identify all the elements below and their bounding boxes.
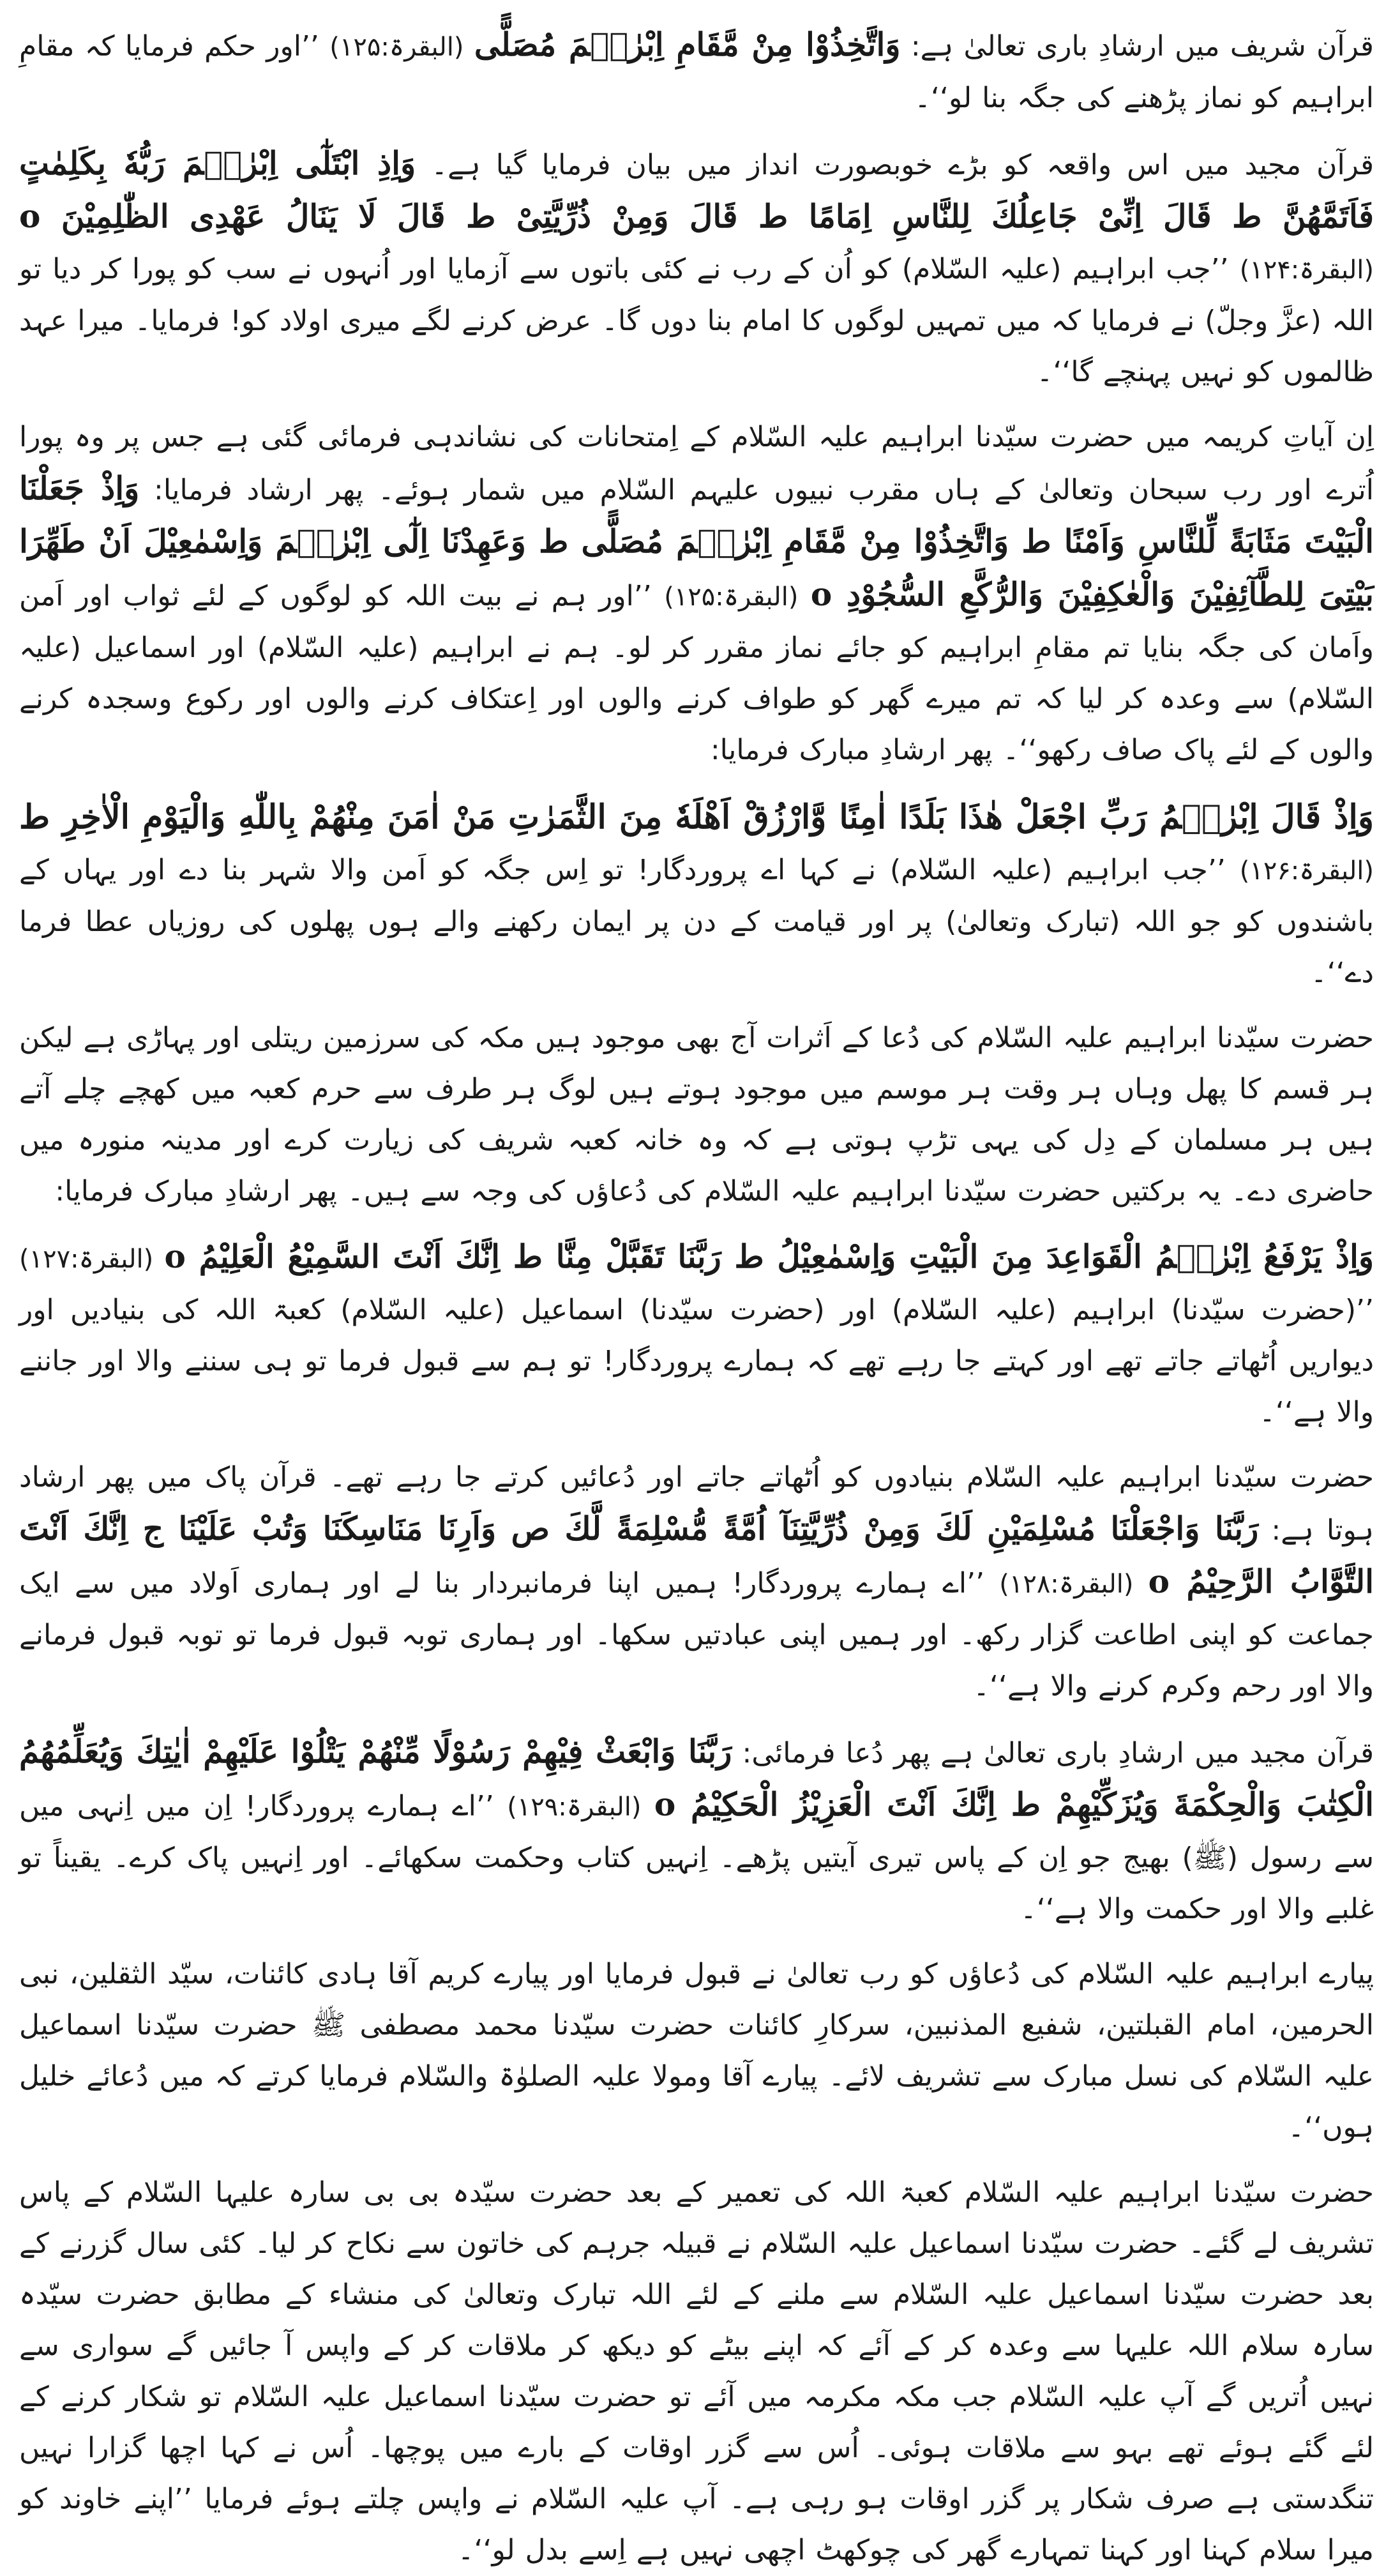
- paragraph-text: حضرت سیّدنا ابراہیم علیہ السّلام کی دُعا کے اَثرات آج بھی موجود ہیں مکہ کی سرزمین ریتلی اور پہاڑی ہے لیکن ہر قسم کا پھل وہاں ہر وقت ہر موسم میں موجود ہوتے ہیں لوگ ہر طرف سے حرم کعبہ میں کھچے چلے آتے ہیں ہر مسلمان کے دِل کی یہی تڑپ ہوتی ہے کہ وہ خانہ کعبہ شریف کی زیارت کرے اور مدینہ منورہ میں حاضری دے۔ یہ برکتیں حضرت سیّدنا ابراہیم علیہ السّلام کی دُعاؤں کی وجہ سے ہیں۔ پھر ارشادِ مبارک فرمایا:: [19, 1022, 1374, 1208]
- paragraph-text: پیارے ابراہیم علیہ السّلام کی دُعاؤں کو رب تعالیٰ نے قبول فرمایا اور پیارے کریم آقا ہادی کائنات، سیّد الثقلین، نبی الحرمین، امام القبلتین، شفیع المذنبین، سرکارِ کائنات حضرت سیّدنا محمد مصطفی ﷺ حضرت سیّدنا اسماعیل علیہ السّلام کی نسل مبارک سے تشریف لائے۔ پیارے آقا ومولا علیہ الصلوٰۃ والسّلام فرمایا کرتے کہ میں دُعائے خلیل ہوں‘‘۔: [19, 1958, 1374, 2144]
- translation-text: ’’جب ابراہیم (علیہ السّلام) کو اُن کے رب نے کئی باتوں سے آزمایا اور اُنہوں نے سب کو پورا کر دیا تو اللہ (عزَّ وجلّ) نے فرمایا کہ میں تمہیں لوگوں کا امام بنا دوں گا۔ عرض کرنے لگے میری اولاد کو! فرمایا۔ میرا عہد ظالموں کو نہیں پہنچے گا‘‘۔: [19, 253, 1374, 388]
- quran-verse: رَبَّنَا وَابْعَثْ فِیْهِمْ رَسُوْلًا مِّنْهُمْ یَتْلُوْا عَلَیْهِمْ اٰیٰتِكَ وَیُعَلِّمُهُمُ الْكِتٰبَ وَالْحِكْمَةَ وَیُزَكِّیْهِمْ ط اِنَّكَ اَنْتَ الْعَزِیْزُ الْحَكِیْمُ o: [19, 1732, 1374, 1823]
- paragraph-baitullah: [19, 412, 1374, 776]
- translation-text: ’’اے ہمارے پروردگار! ہمیں اپنا فرمانبردار بنا لے اور ہماری اَولاد میں سے ایک جماعت کو اپنی اطاعت گزار رکھ۔ اور ہمیں اپنی عبادتیں سکھا۔ اور ہماری توبہ قبول فرما تو توبہ قبول فرمانے والا اور رحم وکرم کرنے والا ہے‘‘۔: [19, 1567, 1374, 1702]
- verse-reference: (البقرۃ:۱۲۶): [1239, 856, 1374, 886]
- paragraph-maqam-ibrahim: [19, 19, 1374, 124]
- quran-verse: وَاِذْ یَرْفَعُ اِبْرٰھٖمُ الْقَوَاعِدَ مِنَ الْبَیْتِ وَاِسْمٰعِیْلُ ط رَبَّنَا تَقَبَّلْ مِنَّا ط اِنَّكَ اَنْتَ السَّمِیْعُ الْعَلِیْمُ o: [164, 1238, 1374, 1275]
- paragraph-text: قرآن شریف میں ارشادِ باری تعالیٰ ہے:: [910, 30, 1374, 63]
- verse-reference: (البقرۃ:۱۲۷): [19, 1245, 154, 1274]
- paragraph-rasool: [19, 1726, 1374, 1935]
- paragraph-muslimain: [19, 1452, 1374, 1712]
- paragraph-text: اِن آیاتِ کریمہ میں حضرت سیّدنا ابراہیم علیہ السّلام کے اِمتحانات کی نشاندہی فرمائی گئی ہے جس پر وہ پورا اُترے اور رب سبحان وتعالیٰ کے ہاں مقرب نبیوں علیہم السّلام میں شمار ہوئے۔ پھر ارشاد فرمایا:: [19, 421, 1374, 506]
- quran-verse: وَاتَّخِذُوْا مِنْ مَّقَامِ اِبْرٰھٖمَ مُصَلًّی: [474, 26, 901, 63]
- paragraph-text: قرآن مجید میں اس واقعہ کو بڑے خوبصورت انداز میں بیان فرمایا گیا ہے۔: [431, 149, 1374, 181]
- verse-reference: (البقرۃ:۱۲۵): [664, 582, 799, 612]
- translation-text: ’’(حضرت سیّدنا) ابراہیم (علیہ السّلام) اور (حضرت سیّدنا) اسماعیل (علیہ السّلام) کعبۃ اللہ کی بنیادیں اور دیواریں اُٹھاتے جاتے تھے اور کہتے جا رہے تھے کہ ہمارے پروردگار! تو ہم سے قبول فرما تو ہی سننے والا اور جاننے والا ہے‘‘۔: [19, 1294, 1374, 1428]
- paragraph-dua-khalil: [19, 1949, 1374, 2153]
- verse-reference: (البقرۃ:۱۲۸): [999, 1570, 1134, 1599]
- translation-text: ’’اور ہم نے بیت اللہ کو لوگوں کے لئے ثواب اور اَمن واَمان کی جگہ بنایا تم مقامِ ابراہیم کو جائے نماز مقرر کر لو۔ ہم نے ابراہیم (علیہ السّلام) اور اسماعیل (علیہ السّلام) سے وعدہ کر لیا کہ تم میرے گھر کو طواف کرنے والوں اور اِعتکاف کرنے والوں اور رکوع وسجدہ کرنے والوں کے لئے پاک صاف رکھو‘‘۔ پھر ارشادِ مبارک فرمایا:: [19, 580, 1374, 766]
- translation-text: ’’اور حکم فرمایا کہ مقامِ ابراہیم کو نماز پڑھنے کی جگہ بنا لو‘‘۔: [19, 30, 1374, 114]
- paragraph-balad-amin: [19, 845, 1374, 999]
- quran-verse: وَاِذْ قَالَ اِبْرٰھٖمُ رَبِّ اجْعَلْ هٰذَا بَلَدًا اٰمِنًا وَّارْزُقْ اَهْلَهٗ مِنَ الثَّمَرٰتِ مَنْ اٰمَنَ مِنْهُمْ بِاللّٰهِ وَالْیَوْمِ الْاٰخِرِ ط: [19, 798, 1374, 837]
- paragraph-qawaid: [19, 1231, 1374, 1438]
- translation-text: ’’اے ہمارے پروردگار! اِن میں اِنہی میں سے رسول (ﷺ) بھیج جو اِن کے پاس تیری آیتیں پڑھے۔ اِنہیں کتاب وحکمت سکھائے۔ اور اِنہیں پاک کرے۔ یقیناً تو غلبے والا اور حکمت والا ہے‘‘۔: [19, 1790, 1374, 1925]
- quran-verse: وَاِذْ جَعَلْنَا الْبَیْتَ مَثَابَةً لِّلنَّاسِ وَاَمْنًا ط وَاتَّخِذُوْا مِنْ مَّقَامِ اِبْرٰھٖمَ مُصَلًّی ط وَعَهِدْنَا اِلٰٓی اِبْرٰھٖمَ وَاِسْمٰعِیْلَ اَنْ طَهِّرَا بَیْتِیَ لِلطَّآئِفِیْنَ وَالْعٰكِفِیْنَ وَالرُّكَّعِ السُّجُوْدِ o: [19, 469, 1374, 613]
- verse-reference: (البقرۃ:۱۲۵): [329, 33, 464, 62]
- paragraph-text: قرآن مجید میں ارشادِ باری تعالیٰ ہے پھر دُعا فرمائی:: [742, 1737, 1374, 1769]
- paragraph-text: حضرت سیّدنا ابراہیم علیہ السّلام بنیادوں کو اُٹھاتے جاتے اور دُعائیں کرتے جا رہے تھے۔ قرآن پاک میں پھر ارشاد ہوتا ہے:: [19, 1461, 1374, 1547]
- verse-reference: (البقرۃ:۱۲۴): [1239, 255, 1374, 285]
- paragraph-dua-asraat: [19, 1013, 1374, 1217]
- paragraph-visit-makkah: [19, 2167, 1374, 2576]
- paragraph-imamat: [19, 138, 1374, 398]
- translation-text: ’’جب ابراہیم (علیہ السّلام) نے کہا اے پروردگار! تو اِس جگہ کو اَمن والا شہر بنا دے اور یہاں کے باشندوں کو جو اللہ (تبارک وتعالیٰ) پر اور قیامت کے دن پر ایمان رکھنے والے ہوں پھلوں کی روزیاں عطا فرما دے‘‘۔: [19, 854, 1374, 989]
- quran-verse: رَبَّنَا وَاجْعَلْنَا مُسْلِمَیْنِ لَكَ وَمِنْ ذُرِّیَّتِنَآ اُمَّةً مُّسْلِمَةً لَّكَ ص وَاَرِنَا مَنَاسِكَنَا وَتُبْ عَلَیْنَا ج اِنَّكَ اَنْتَ التَّوَّابُ الرَّحِیْمُ o: [19, 1510, 1374, 1600]
- quran-verse: وَاِذِ ابْتَلٰٓی اِبْرٰھٖمَ رَبُّهٗ بِكَلِمٰتٍ فَاَتَمَّهُنَّ ط قَالَ اِنِّیْ جَاعِلُكَ لِلنَّاسِ اِمَامًا ط قَالَ وَمِنْ ذُرِّیَّتِیْ ط قَالَ لَا یَنَالُ عَهْدِی الظّٰلِمِیْنَ o: [19, 144, 1374, 235]
- quran-verse-block: [19, 790, 1374, 845]
- verse-reference: (البقرۃ:۱۲۹): [507, 1792, 642, 1822]
- paragraph-text: حضرت سیّدنا ابراہیم علیہ السّلام کعبۃ اللہ کی تعمیر کے بعد حضرت سیّدہ بی بی سارہ علیہا السّلام کے پاس تشریف لے گئے۔ حضرت سیّدنا اسماعیل علیہ السّلام نے قبیلہ جرہم کی خاتون سے نکاح کر لیا۔ کئی سال گزرنے کے بعد حضرت سیّدنا اسماعیل علیہ السّلام سے ملنے کے لئے اللہ تبارک وتعالیٰ کی منشاء کے مطابق حضرت سیّدہ سارہ سلام اللہ علیہا سے وعدہ کر کے آئے کہ اپنے بیٹے کو دیکھ کر ملاقات کر کے واپس آ جائیں گے سواری سے نہیں اُتریں گے آپ علیہ السّلام جب مکہ مکرمہ میں آئے تو حضرت سیّدنا اسماعیل علیہ السّلام تو شکار کرنے کے لئے گئے ہوئے تھے بہو سے ملاقات ہوئی۔ اُس سے گزر اوقات کے بارے میں پوچھا۔ اُس نے کہا اچھا گزارا نہیں تنگدستی ہے صرف شکار پر گزر اوقات ہو رہی ہے۔ آپ علیہ السّلام نے واپس چلتے ہوئے فرمایا ’’اپنے خاوند کو میرا سلام کہنا اور کہنا تمہارے گھر کی چوکھٹ اچھی نہیں ہے اِسے بدل لو‘‘۔: [19, 2176, 1374, 2566]
